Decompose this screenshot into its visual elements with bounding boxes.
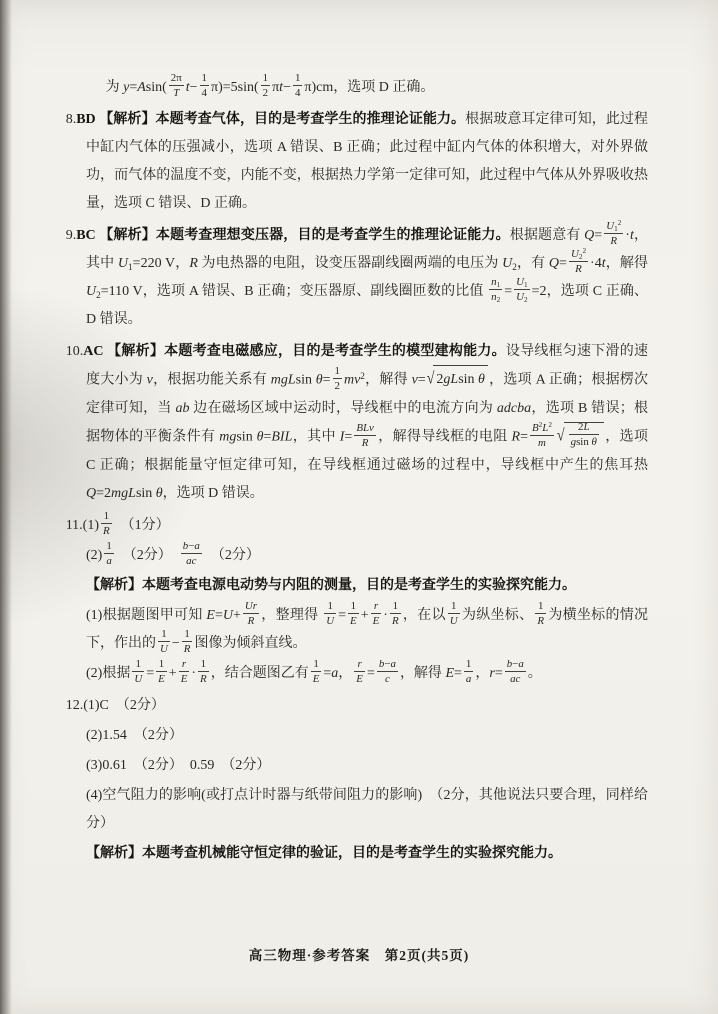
square-root: √ 2gLsin θ (427, 365, 488, 394)
fraction: $\frac{1}{R}$ (391, 600, 399, 628)
fraction: $\frac{1}{E}$ (350, 600, 357, 628)
page-footer: 高三物理·参考答案 第2页(共5页) (248, 948, 470, 963)
answer-12-1: 12.(1)C （2分） (65, 698, 165, 713)
fraction: $\frac{1}{E}$ (312, 658, 320, 686)
fraction: $\frac{1}{a}$ (106, 540, 112, 568)
answer-12-3: (3)0.61 （2分） 0.59 （2分） (86, 758, 271, 773)
fraction: $\frac{1}{U}$ (134, 658, 143, 686)
fraction: $\frac{n_1}{n_2}$ (491, 276, 501, 305)
answer-9: 9.BC 【解析】本题考查理想变压器，目的是考查学生的推理论证能力。根据题意有 Q= $\frac{U_1^2}{R}$ ·t，其中 $U_1=220$ V，R 为电热器的电阻，设变压器副线圈两端的电压为 $U_2$，有 Q= $\frac{U_2^2}{R}$ ·4t，解得 $U_2=110$ V，选项 A 错误、B 正确；变压器原、副线圈匝数的比值 $\frac{n_1}{n_2}$ = $\frac{U_1}{U_2}$ =2，选项 C 正确、D 错误。 (65, 219, 649, 327)
fraction: $\frac{1}{E}$ (158, 658, 165, 686)
answer-10: 10.AC 【解析】本题考查电磁感应，目的是考查学生的模型建构能力。设导线框匀速下滑的速度大小为 v，根据功能关系有 mgLsin θ= $\frac{1}{2}$ $mv^2$，解得 v= √ 2gLsin θ ，选项 A 正确；根据楞次定律可知，当 ab 边在磁场区域中运动时，导线框中的电流方向为 adcba，选项 B 错误；根据物体的平衡条件有 mgsin θ=BIL，其中 I= $\frac{\text{BLv}}{R}$ ，解得导线框的电阻 R= $\frac{B^2L^2}{m}$ √ $\frac{2L}{\text{gsin θ}}$ ，选项 C 正确；根据能量守恒定律可知，在导线框通过磁场的过程中，导线框中产生的焦耳热 Q=2mgLsin θ，选项 D 错误。 (65, 344, 649, 501)
content-blocks (65, 72, 649, 870)
fraction: $\frac{1}{4}$ (294, 72, 301, 100)
fraction: $\frac{1}{R}$ (183, 628, 191, 656)
fraction: $\frac{B^2L^2}{m}$ (531, 420, 552, 449)
fraction: $\frac{2L}{\text{gsin θ}}$ (570, 421, 597, 449)
fraction: $\frac{U_2^2}{R}$ (570, 247, 587, 276)
answer-8: 8.BD 【解析】本题考查气体，目的是考查学生的推理论证能力。根据玻意耳定律可知，此过程中缸内气体的压强减小，选项 A 错误、B 正确；此过程中缸内气体的体积增大，对外界做功，而气体的温度不变，内能不变，根据热力学第一定律可知，此过程中气体从外界吸收热量，选项 C 错误、D 正确。 (65, 112, 648, 211)
fraction: $\frac{1}{R}$ (103, 510, 110, 538)
fraction: $\frac{\text{BLv}}{R}$ (356, 421, 374, 449)
answer-12-2: (2)1.54 （2分） (86, 728, 183, 743)
fraction: $\frac{Ur}{R}$ (244, 600, 258, 628)
fraction: $\frac{b-a}{ac}$ (182, 540, 200, 568)
fraction: $\frac{1}{2}$ (262, 72, 269, 100)
fraction: $\frac{1}{2}$ (334, 364, 340, 392)
fraction: $\frac{1}{R}$ (537, 600, 545, 628)
fraction: $\frac{U_1^2}{R}$ (606, 219, 622, 248)
fraction: $\frac{1}{R}$ (200, 658, 207, 686)
fraction: $\frac{r}{E}$ (372, 600, 380, 628)
fraction: $\frac{U_1}{U_2}$ (516, 276, 528, 305)
fraction: $\frac{b-a}{ac}$ (506, 658, 524, 686)
q7-continuation-line: 为 y=Asin( $\frac{2\pi}{T}$ t− $\frac{1}{4}$ π)=5sin( $\frac{1}{2}$ πt− $\frac{1}{4}$ π)cm，选项 D 正确。 (105, 72, 435, 100)
answer-12-analysis: 【解析】本题考查机械能守恒定律的验证，目的是考查学生的实验探究能力。 (86, 846, 562, 861)
fraction: $\frac{1}{U}$ (326, 600, 335, 628)
square-root: √ $\frac{2L}{\text{gsin θ}}$ (557, 422, 604, 451)
answer-11-step-1: (1)根据题图甲可知 E=U+ $\frac{Ur}{R}$ ，整理得 $\frac{1}{U}$ = $\frac{1}{E}$ + $\frac{r}{E}$ · $\frac{1}{R}$ ，在以 $\frac{1}{U}$ 为纵坐标、 $\frac{1}{R}$ 为横坐标的情况下，作出的 $\frac{1}{U}$ − $\frac{1}{R}$ 图像为倾斜直线。 (86, 600, 649, 656)
fraction: $\frac{1}{a}$ (465, 658, 472, 686)
fraction: $\frac{2\pi}{T}$ (170, 72, 182, 100)
fraction: $\frac{r}{E}$ (356, 658, 363, 686)
answer-11-1: 11.(1) $\frac{1}{R}$ （1分） (65, 510, 170, 538)
fraction: $\frac{b-a}{c}$ (378, 658, 396, 686)
fraction: $\frac{1}{U}$ (160, 628, 168, 656)
fraction: $\frac{r}{E}$ (180, 658, 188, 686)
scan-edge-shadow (0, 0, 12, 1014)
answer-11-step-2: (2)根据 $\frac{1}{U}$ = $\frac{1}{E}$ + $\frac{r}{E}$ · $\frac{1}{R}$ ，结合题图乙有 $\frac{1}{E}$ =a， $\frac{r}{E}$ = $\frac{b-a}{c}$ ，解得 E= $\frac{1}{a}$ ，r= $\frac{b-a}{ac}$ 。 (86, 658, 542, 686)
fraction: $\frac{1}{4}$ (201, 72, 207, 100)
answer-11-analysis: 【解析】本题考查电源电动势与内阻的测量，目的是考查学生的实验探究能力。 (86, 578, 576, 593)
answer-12-4: (4)空气阻力的影响(或打点计时器与纸带间阻力的影响) （2分，其他说法只要合理，同样给分） (86, 788, 648, 831)
fraction: $\frac{1}{U}$ (449, 600, 458, 628)
answer-11-2: (2) $\frac{1}{a}$ （2分） $\frac{b-a}{ac}$ （2分） (86, 540, 260, 568)
